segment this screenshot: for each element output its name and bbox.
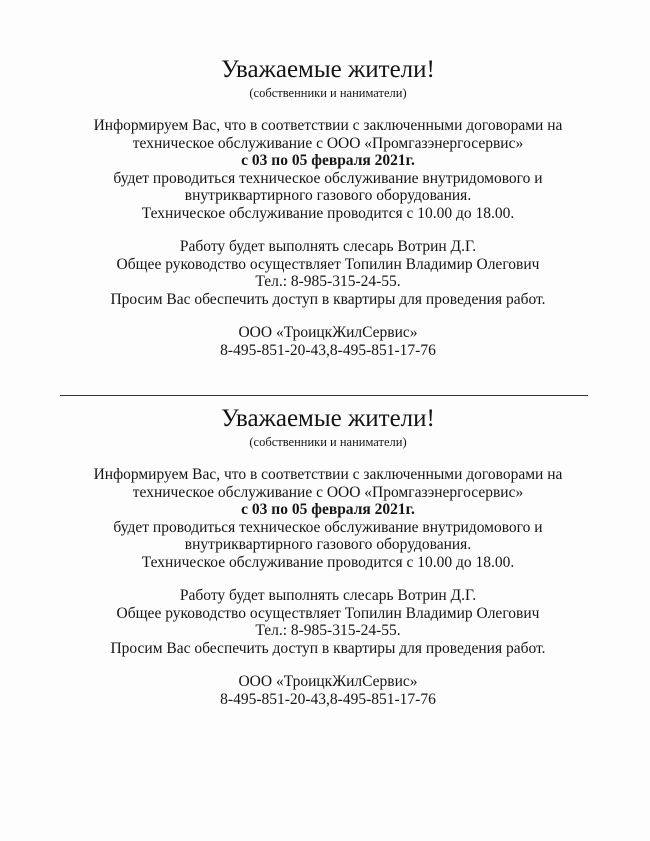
company-phones: 8-495-851-20-43,8-495-851-17-76 <box>220 690 436 708</box>
company-name: ООО «ТроицкЖилСервис» <box>238 324 418 341</box>
manager-line: Общее руководство осуществляет Топилин Владимир Олегович <box>116 255 540 273</box>
phone-line: Тел.: 8-985-315-24-55. <box>255 273 401 290</box>
notice-subtitle: (собственники и наниматели) <box>249 86 407 100</box>
access-request: Просим Вас обеспечить доступ в квартиры для проведения работ. <box>110 290 546 308</box>
service-hours: Техническое обслуживание проводится с 10.00 до 18.00. <box>141 553 515 571</box>
intro-line: внутриквартирного газового оборудования. <box>184 536 472 553</box>
manager-line: Общее руководство осуществляет Топилин Владимир Олегович <box>116 604 540 622</box>
intro-line: Информируем Вас, что в соответствии с заключенными договорами на <box>93 466 563 483</box>
phone-line: Тел.: 8-985-315-24-55. <box>255 622 401 639</box>
cut-line-divider <box>60 395 588 396</box>
worker-line: Работу будет выполнять слесарь Вотрин Д.Г. <box>179 238 477 255</box>
intro-line: техническое обслуживание с ООО «Промгазэнергосервис» <box>132 483 524 501</box>
service-hours: Техническое обслуживание проводится с 10.00 до 18.00. <box>141 204 515 222</box>
company-phones: 8-495-851-20-43,8-495-851-17-76 <box>220 341 436 359</box>
access-request: Просим Вас обеспечить доступ в квартиры для проведения работ. <box>110 639 546 657</box>
intro-line: техническое обслуживание с ООО «Промгазэнергосервис» <box>132 134 524 152</box>
notice-subtitle: (собственники и наниматели) <box>249 435 407 449</box>
intro-line: внутриквартирного газового оборудования. <box>184 187 472 204</box>
intro-line: Информируем Вас, что в соответствии с заключенными договорами на <box>93 117 563 134</box>
notice-title: Уважаемые жители! <box>221 56 435 83</box>
notice-top <box>48 55 608 359</box>
intro-line: будет проводиться техническое обслуживание внутридомового и <box>113 518 543 536</box>
date-range: с 03 по 05 февраля 2021г. <box>241 152 415 169</box>
date-range: с 03 по 05 февраля 2021г. <box>241 501 415 518</box>
notice-bottom <box>48 404 608 708</box>
notice-title: Уважаемые жители! <box>221 405 435 432</box>
worker-line: Работу будет выполнять слесарь Вотрин Д.Г. <box>179 587 477 604</box>
intro-line: будет проводиться техническое обслуживание внутридомового и <box>113 169 543 187</box>
company-name: ООО «ТроицкЖилСервис» <box>238 673 418 690</box>
